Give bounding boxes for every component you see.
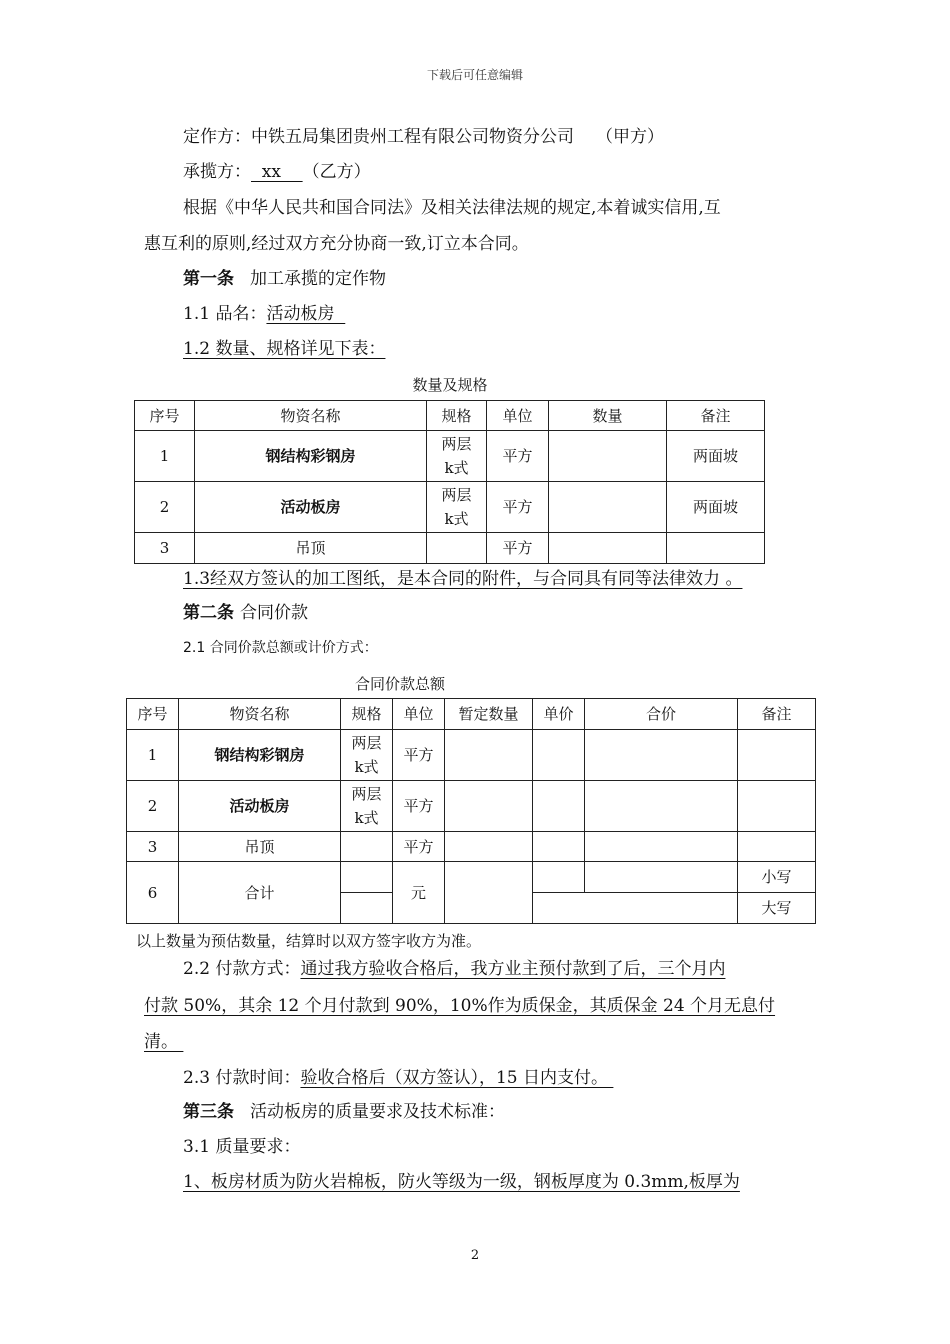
table-header-row — [127, 699, 816, 730]
row-unit: 平方 — [487, 533, 549, 564]
row-no: 1 — [135, 431, 195, 482]
row-note — [738, 781, 816, 832]
row-no: 3 — [135, 533, 195, 564]
intro-line-1: 根据《中华人民共和国合同法》及相关法律法规的规定,本着诚实信用,互 — [183, 198, 721, 218]
header-cell: 序号 — [135, 401, 195, 431]
item-2-3-label: 2.3 付款时间： — [183, 1068, 301, 1088]
upper-case-label: 大写 — [738, 893, 816, 924]
row-name: 活动板房 — [195, 482, 427, 533]
row-spec-b: k式 — [444, 459, 469, 477]
header-cell: 合价 — [585, 699, 738, 730]
row-spec-a: 两层 — [351, 785, 382, 803]
total-qty — [445, 862, 533, 924]
table-row — [135, 482, 765, 533]
row-qty — [445, 832, 533, 862]
quantity-spec-table — [134, 400, 765, 564]
row-price — [533, 781, 585, 832]
row-unit: 平方 — [393, 781, 445, 832]
row-note: 两面坡 — [667, 482, 765, 533]
row-qty — [445, 781, 533, 832]
row-spec-a: 两层 — [441, 486, 472, 504]
item-3-1: 3.1 质量要求： — [183, 1137, 301, 1157]
row-name: 钢结构彩钢房 — [195, 431, 427, 482]
header-cell: 单位 — [393, 699, 445, 730]
party-a-line — [183, 125, 664, 149]
row-spec — [427, 482, 487, 533]
header-cell: 单价 — [533, 699, 585, 730]
row-amount — [585, 832, 738, 862]
row-no: 1 — [127, 730, 179, 781]
item-2-2-line-2: 付款 50%，其余 12 个月付款到 90%，10%作为质保金，其质保金 24 个月无息付 — [144, 996, 776, 1016]
row-note: 两面坡 — [667, 431, 765, 482]
item-2-1: 2.1 合同价款总额或计价方式： — [183, 640, 378, 656]
row-qty — [445, 730, 533, 781]
row-spec-b: k式 — [444, 510, 469, 528]
row-spec — [341, 730, 393, 781]
row-qty — [549, 482, 667, 533]
table-row — [127, 781, 816, 832]
total-spec-top — [341, 862, 393, 893]
intro-line-2: 惠互利的原则,经过双方充分协商一致,订立本合同。 — [144, 234, 529, 254]
row-note — [738, 730, 816, 781]
row-spec — [341, 832, 393, 862]
table-row — [135, 431, 765, 482]
page-number: 2 — [470, 1248, 480, 1263]
row-unit: 平方 — [393, 730, 445, 781]
row-name: 吊顶 — [179, 832, 341, 862]
header-cell: 规格 — [341, 699, 393, 730]
row-amount — [585, 781, 738, 832]
contract-price-table — [126, 698, 816, 924]
total-spec-bottom — [341, 893, 393, 924]
row-spec — [427, 533, 487, 564]
header-cell: 序号 — [127, 699, 179, 730]
total-unit: 元 — [393, 862, 445, 924]
article-1-text: 加工承揽的定作物 — [250, 269, 386, 289]
item-1-1-label: 1.1 品名： — [183, 304, 267, 324]
item-2-3 — [183, 1066, 613, 1090]
article-3-text: 活动板房的质量要求及技术标准： — [250, 1102, 505, 1122]
item-2-2-line-3: 清。 — [144, 1032, 184, 1052]
row-spec — [427, 431, 487, 482]
lower-case-label: 小写 — [738, 862, 816, 893]
header-cell: 规格 — [427, 401, 487, 431]
row-spec-a: 两层 — [351, 734, 382, 752]
item-2-2-line-1: 通过我方验收合格后，我方业主预付款到了后，三个月内 — [300, 959, 726, 979]
header-cell: 数量 — [549, 401, 667, 431]
row-spec-b: k式 — [354, 809, 379, 827]
note-estimate: 以上数量为预估数量，结算时以双方签字收方为准。 — [136, 932, 482, 950]
row-unit: 平方 — [487, 482, 549, 533]
item-1-3: 1.3经双方签认的加工图纸，是本合同的附件，与合同具有同等法律效力 。 — [183, 569, 743, 589]
item-2-2-label: 2.2 付款方式： — [183, 959, 301, 979]
row-no: 2 — [135, 482, 195, 533]
table-row — [135, 533, 765, 564]
party-a-label: 定作方： — [183, 127, 251, 147]
total-no: 6 — [127, 862, 179, 924]
row-price — [533, 832, 585, 862]
header-cell: 物资名称 — [195, 401, 427, 431]
row-amount — [585, 730, 738, 781]
total-amount-upper — [533, 893, 738, 924]
item-2-2 — [183, 957, 725, 981]
item-1-1-value: 活动板房 — [266, 304, 346, 324]
item-1-1 — [183, 302, 345, 326]
row-no: 2 — [127, 781, 179, 832]
row-unit: 平方 — [487, 431, 549, 482]
total-amount-top — [585, 862, 738, 893]
page-header: 下载后可任意编辑 — [426, 68, 523, 82]
article-3-heading — [183, 1100, 505, 1124]
row-note — [667, 533, 765, 564]
row-note — [738, 832, 816, 862]
article-2-text: 合同价款 — [240, 603, 308, 623]
row-no: 3 — [127, 832, 179, 862]
row-unit: 平方 — [393, 832, 445, 862]
article-1-heading — [183, 267, 386, 291]
item-3-1-line-1: 1、板房材质为防火岩棉板，防火等级为一级，钢板厚度为 0.3mm,板厚为 — [183, 1172, 740, 1192]
row-qty — [549, 533, 667, 564]
header-cell: 暂定数量 — [445, 699, 533, 730]
party-b-label: 承揽方： — [183, 162, 251, 182]
party-b-name: xx — [251, 162, 303, 182]
header-cell: 单位 — [487, 401, 549, 431]
table-row — [127, 730, 816, 781]
table-row — [127, 832, 816, 862]
row-price — [533, 730, 585, 781]
article-2-title: 第二条 — [183, 603, 234, 623]
table-1-caption: 数量及规格 — [412, 376, 488, 394]
party-b-tag: （乙方） — [302, 162, 371, 182]
row-spec-b: k式 — [354, 758, 379, 776]
party-a-tag: （甲方） — [596, 127, 664, 147]
row-name: 吊顶 — [195, 533, 427, 564]
article-3-title: 第三条 — [183, 1102, 234, 1122]
total-label: 合计 — [179, 862, 341, 924]
item-1-2: 1.2 数量、规格详见下表： — [183, 339, 386, 359]
table-header-row — [135, 401, 765, 431]
header-cell: 备注 — [667, 401, 765, 431]
total-row — [127, 862, 816, 893]
party-b-line — [183, 160, 371, 184]
header-cell: 物资名称 — [179, 699, 341, 730]
row-qty — [549, 431, 667, 482]
row-spec-a: 两层 — [441, 435, 472, 453]
item-2-3-value: 验收合格后（双方签认），15 日内支付。 — [300, 1068, 614, 1088]
row-spec — [341, 781, 393, 832]
article-1-title: 第一条 — [183, 269, 234, 289]
table-2-caption: 合同价款总额 — [354, 675, 445, 693]
header-cell: 备注 — [738, 699, 816, 730]
total-price-top — [533, 862, 585, 893]
article-2-heading — [183, 601, 308, 625]
row-name: 钢结构彩钢房 — [179, 730, 341, 781]
party-a-name: 中铁五局集团贵州工程有限公司物资分公司 — [251, 127, 574, 147]
row-name: 活动板房 — [179, 781, 341, 832]
